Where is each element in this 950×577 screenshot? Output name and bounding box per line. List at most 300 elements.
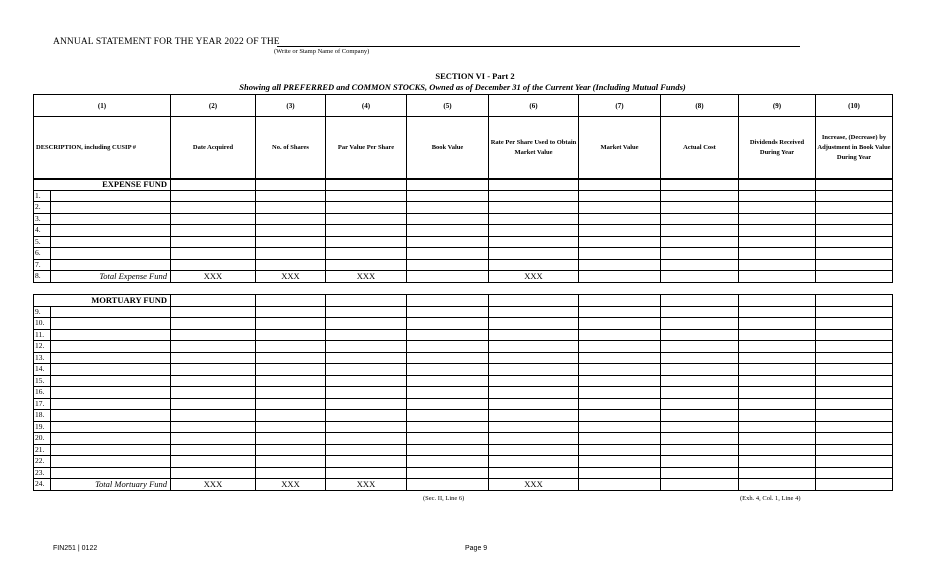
table-cell[interactable] [579,398,661,410]
column-number-4: (4) [326,95,407,117]
description-cell[interactable] [51,248,171,260]
description-cell[interactable] [51,213,171,225]
table-cell[interactable] [579,410,661,422]
table-cell[interactable] [326,248,407,260]
table-cell[interactable] [661,213,739,225]
table-cell[interactable] [661,225,739,237]
column-number-8: (8) [661,95,739,117]
table-cell[interactable] [661,375,739,387]
table-cell[interactable] [661,433,739,445]
table-cell[interactable] [256,467,326,479]
table-cell[interactable] [661,421,739,433]
table-cell[interactable] [407,225,489,237]
table-row [34,306,893,318]
table-cell[interactable] [816,467,893,479]
table-cell[interactable] [256,306,326,318]
section-title: SECTION VI - Part 2 [435,71,515,81]
table-cell[interactable] [816,259,893,271]
table-cell[interactable] [661,295,739,307]
description-cell[interactable] [51,259,171,271]
table-cell[interactable] [407,398,489,410]
table-cell[interactable] [579,179,661,191]
table-cell[interactable] [579,444,661,456]
table-cell[interactable] [816,179,893,191]
column-header-8: Actual Cost [661,117,739,180]
table-cell[interactable] [407,248,489,260]
table-cell[interactable] [489,387,579,399]
table-cell[interactable] [579,202,661,214]
table-cell[interactable] [579,236,661,248]
table-row [34,467,893,479]
table-cell[interactable] [171,375,256,387]
line-number: 13. [34,352,51,364]
table-cell[interactable] [489,444,579,456]
table-cell[interactable] [171,202,256,214]
table-cell[interactable] [326,236,407,248]
table-cell[interactable] [816,190,893,202]
table-cell[interactable] [256,259,326,271]
line-number: 1. [34,190,51,202]
table-row [34,190,893,202]
column-header-10: Increase, (Decrease) by Adjustment in Book Value During Year [816,117,893,180]
table-cell[interactable] [816,318,893,330]
table-cell[interactable] [816,213,893,225]
table-cell[interactable] [661,179,739,191]
table-cell[interactable] [171,295,256,307]
table-cell[interactable] [489,375,579,387]
line-number: 5. [34,236,51,248]
table-cell[interactable] [489,364,579,376]
table-cell[interactable] [739,398,816,410]
column-number-7: (7) [579,95,661,117]
table-row [34,318,893,330]
description-cell[interactable] [51,352,171,364]
table-cell[interactable] [407,433,489,445]
table-cell[interactable] [489,352,579,364]
table-cell[interactable] [489,259,579,271]
table-cell[interactable] [171,179,256,191]
table-cell[interactable] [739,410,816,422]
table-cell[interactable] [816,444,893,456]
table-cell[interactable] [407,352,489,364]
table-cell[interactable] [489,398,579,410]
table-cell[interactable] [739,225,816,237]
table-cell[interactable] [579,225,661,237]
table-cell[interactable] [489,341,579,353]
table-cell[interactable] [256,329,326,341]
table-cell[interactable] [326,306,407,318]
table-cell[interactable] [256,410,326,422]
table-cell[interactable] [739,387,816,399]
table-cell[interactable] [579,306,661,318]
table-cell[interactable] [171,456,256,468]
column-header-1: DESCRIPTION, including CUSIP # [34,117,171,180]
table-cell[interactable] [407,456,489,468]
table-cell[interactable] [256,398,326,410]
table-cell[interactable] [326,375,407,387]
table-cell[interactable] [489,248,579,260]
table-cell[interactable] [816,202,893,214]
table-cell[interactable] [661,248,739,260]
description-cell[interactable] [51,318,171,330]
table-cell[interactable] [407,213,489,225]
table-cell[interactable] [816,352,893,364]
total-cell[interactable] [661,479,739,491]
company-name-line [277,46,800,47]
column-header-3: No. of Shares [256,117,326,180]
table-cell[interactable] [739,375,816,387]
table-cell[interactable] [661,444,739,456]
table-cell[interactable] [326,318,407,330]
table-cell[interactable] [407,179,489,191]
table-cell[interactable] [489,421,579,433]
description-cell[interactable] [51,341,171,353]
total-cell[interactable] [407,271,489,283]
table-cell[interactable] [171,225,256,237]
table-cell[interactable] [326,433,407,445]
table-cell[interactable] [579,352,661,364]
table-cell[interactable] [326,364,407,376]
table-cell[interactable] [256,444,326,456]
table-cell[interactable] [326,259,407,271]
table-cell[interactable] [489,225,579,237]
table-cell[interactable] [256,341,326,353]
table-cell[interactable] [739,444,816,456]
table-cell[interactable] [407,318,489,330]
table-cell[interactable] [407,295,489,307]
table-cell[interactable] [256,318,326,330]
description-cell[interactable] [51,236,171,248]
description-cell[interactable] [51,410,171,422]
table-cell[interactable] [171,398,256,410]
table-cell[interactable] [739,364,816,376]
table-cell[interactable] [326,295,407,307]
table-cell[interactable] [661,259,739,271]
table-cell[interactable] [579,259,661,271]
mortuary-fund-heading: MORTUARY FUND [34,295,171,307]
table-cell[interactable] [171,444,256,456]
table-cell[interactable] [256,179,326,191]
table-cell[interactable] [407,375,489,387]
table-cell[interactable] [579,213,661,225]
line-number: 20. [34,433,51,445]
total-cell[interactable] [739,271,816,283]
table-cell[interactable] [816,398,893,410]
total-cell[interactable] [661,271,739,283]
table-cell[interactable] [407,202,489,214]
table-cell[interactable] [816,387,893,399]
table-cell[interactable] [407,364,489,376]
table-cell[interactable] [256,236,326,248]
line-number: 9. [34,306,51,318]
table-cell[interactable] [407,444,489,456]
table-row [34,398,893,410]
table-cell[interactable] [739,318,816,330]
table-cell[interactable] [579,467,661,479]
table-cell[interactable] [407,341,489,353]
table-cell[interactable] [816,341,893,353]
table-cell[interactable] [171,410,256,422]
table-cell[interactable] [256,190,326,202]
column-number-9: (9) [739,95,816,117]
table-cell[interactable] [326,202,407,214]
table-cell[interactable] [579,364,661,376]
description-cell[interactable] [51,421,171,433]
table-cell[interactable] [661,306,739,318]
description-cell[interactable] [51,190,171,202]
table-cell[interactable] [489,236,579,248]
table-cell[interactable] [489,190,579,202]
description-cell[interactable] [51,202,171,214]
table-cell[interactable] [489,410,579,422]
column-header-2: Date Acquired [171,117,256,180]
total-cell[interactable] [816,271,893,283]
table-cell[interactable] [489,433,579,445]
column-header-table [33,94,893,180]
table-cell[interactable] [171,341,256,353]
table-cell[interactable] [579,248,661,260]
table-cell[interactable] [489,179,579,191]
description-cell[interactable] [51,444,171,456]
table-cell[interactable] [326,444,407,456]
table-cell[interactable] [326,421,407,433]
table-cell[interactable] [407,410,489,422]
column-header-9: Dividends Received During Year [739,117,816,180]
table-cell[interactable] [256,352,326,364]
table-cell[interactable] [739,295,816,307]
table-cell[interactable] [739,329,816,341]
table-cell[interactable] [739,248,816,260]
line-number: 14. [34,364,51,376]
table-cell[interactable] [171,306,256,318]
total-cell[interactable] [579,479,661,491]
table-cell[interactable] [407,467,489,479]
table-cell[interactable] [171,352,256,364]
table-cell[interactable] [489,213,579,225]
mortuary-fund-heading-row [34,295,893,307]
table-cell[interactable] [489,202,579,214]
table-cell[interactable] [661,364,739,376]
table-cell[interactable] [661,467,739,479]
line-number: 4. [34,225,51,237]
description-cell[interactable] [51,306,171,318]
table-cell[interactable] [579,329,661,341]
table-cell[interactable] [326,190,407,202]
line-number: 7. [34,259,51,271]
mortuary-fund-total-row [34,479,893,491]
table-cell[interactable] [489,456,579,468]
table-cell[interactable] [171,433,256,445]
table-cell[interactable] [171,236,256,248]
total-cell[interactable] [407,479,489,491]
table-cell[interactable] [407,329,489,341]
table-cell[interactable] [816,236,893,248]
table-cell[interactable] [326,398,407,410]
column-number-10: (10) [816,95,893,117]
table-cell[interactable] [739,179,816,191]
table-cell[interactable] [326,341,407,353]
table-cell[interactable] [579,190,661,202]
table-cell[interactable] [739,456,816,468]
table-cell[interactable] [661,341,739,353]
table-cell[interactable] [579,387,661,399]
table-cell[interactable] [326,179,407,191]
table-cell[interactable] [256,364,326,376]
column-number-6: (6) [489,95,579,117]
description-cell[interactable] [51,329,171,341]
table-cell[interactable] [739,433,816,445]
description-cell[interactable] [51,387,171,399]
company-name-note: (Write or Stamp Name of Company) [274,48,370,55]
column-number-5: (5) [407,95,489,117]
table-cell[interactable] [739,236,816,248]
total-cell[interactable] [579,271,661,283]
table-cell[interactable] [816,375,893,387]
table-cell[interactable] [326,410,407,422]
table-row [34,387,893,399]
table-cell[interactable] [661,352,739,364]
table-cell[interactable] [407,236,489,248]
table-cell[interactable] [256,375,326,387]
table-cell[interactable] [739,341,816,353]
table-cell[interactable] [171,259,256,271]
table-cell[interactable] [256,248,326,260]
not-applicable-mark: XXX [256,479,326,491]
table-cell[interactable] [326,387,407,399]
table-cell[interactable] [407,190,489,202]
table-cell[interactable] [326,352,407,364]
table-cell[interactable] [489,467,579,479]
description-cell[interactable] [51,225,171,237]
line-number: 16. [34,387,51,399]
table-cell[interactable] [739,306,816,318]
line-number: 21. [34,444,51,456]
table-cell[interactable] [579,433,661,445]
table-cell[interactable] [489,329,579,341]
table-cell[interactable] [171,421,256,433]
table-cell[interactable] [739,202,816,214]
table-cell[interactable] [171,364,256,376]
table-cell[interactable] [256,202,326,214]
table-cell[interactable] [407,387,489,399]
total-cell[interactable] [816,479,893,491]
table-cell[interactable] [489,306,579,318]
table-cell[interactable] [816,364,893,376]
table-cell[interactable] [326,456,407,468]
table-cell[interactable] [171,318,256,330]
table-cell[interactable] [579,421,661,433]
table-cell[interactable] [816,421,893,433]
table-cell[interactable] [489,318,579,330]
section-subtitle: Showing all PREFERRED and COMMON STOCKS, Owned as of December 31 of the Current Year (Including Mutual Funds) [239,82,686,92]
description-cell[interactable] [51,467,171,479]
table-cell[interactable] [816,306,893,318]
table-cell[interactable] [661,329,739,341]
description-cell[interactable] [51,398,171,410]
table-cell[interactable] [256,213,326,225]
not-applicable-mark: XXX [171,479,256,491]
table-cell[interactable] [171,248,256,260]
table-cell[interactable] [489,295,579,307]
table-cell[interactable] [256,433,326,445]
book-value-reference: (Sec. II, Line 6) [423,495,465,502]
table-cell[interactable] [739,421,816,433]
table-cell[interactable] [816,433,893,445]
table-cell[interactable] [171,387,256,399]
line-number: 17. [34,398,51,410]
table-cell[interactable] [816,410,893,422]
table-row [34,375,893,387]
table-cell[interactable] [739,352,816,364]
table-cell[interactable] [579,341,661,353]
table-cell[interactable] [256,295,326,307]
description-cell[interactable] [51,456,171,468]
table-cell[interactable] [407,421,489,433]
table-cell[interactable] [579,456,661,468]
table-cell[interactable] [256,421,326,433]
table-cell[interactable] [256,225,326,237]
table-cell[interactable] [326,213,407,225]
table-cell[interactable] [739,467,816,479]
table-cell[interactable] [816,225,893,237]
not-applicable-mark: XXX [489,271,579,283]
table-cell[interactable] [407,306,489,318]
table-row [34,352,893,364]
table-cell[interactable] [816,329,893,341]
table-cell[interactable] [816,456,893,468]
table-row [34,456,893,468]
table-cell[interactable] [661,387,739,399]
table-cell[interactable] [739,213,816,225]
table-cell[interactable] [661,410,739,422]
table-cell[interactable] [171,213,256,225]
column-header-4: Par Value Per Share [326,117,407,180]
table-cell[interactable] [171,467,256,479]
table-cell[interactable] [661,202,739,214]
table-cell[interactable] [579,295,661,307]
table-cell[interactable] [171,329,256,341]
table-cell[interactable] [661,398,739,410]
table-cell[interactable] [661,318,739,330]
line-number: 15. [34,375,51,387]
table-cell[interactable] [407,259,489,271]
table-cell[interactable] [256,456,326,468]
not-applicable-mark: XXX [326,479,407,491]
table-cell[interactable] [579,375,661,387]
table-cell[interactable] [171,190,256,202]
table-cell[interactable] [326,225,407,237]
table-cell[interactable] [326,329,407,341]
table-cell[interactable] [816,295,893,307]
page-number: Page 9 [465,545,488,552]
table-cell[interactable] [661,236,739,248]
table-cell[interactable] [739,190,816,202]
table-row [34,213,893,225]
table-cell[interactable] [739,259,816,271]
line-number: 11. [34,329,51,341]
description-cell[interactable] [51,364,171,376]
description-cell[interactable] [51,433,171,445]
table-cell[interactable] [256,387,326,399]
total-cell[interactable] [739,479,816,491]
table-cell[interactable] [326,467,407,479]
table-cell[interactable] [579,318,661,330]
table-cell[interactable] [661,456,739,468]
table-cell[interactable] [661,190,739,202]
table-cell[interactable] [816,248,893,260]
description-cell[interactable] [51,375,171,387]
not-applicable-mark: XXX [171,271,256,283]
